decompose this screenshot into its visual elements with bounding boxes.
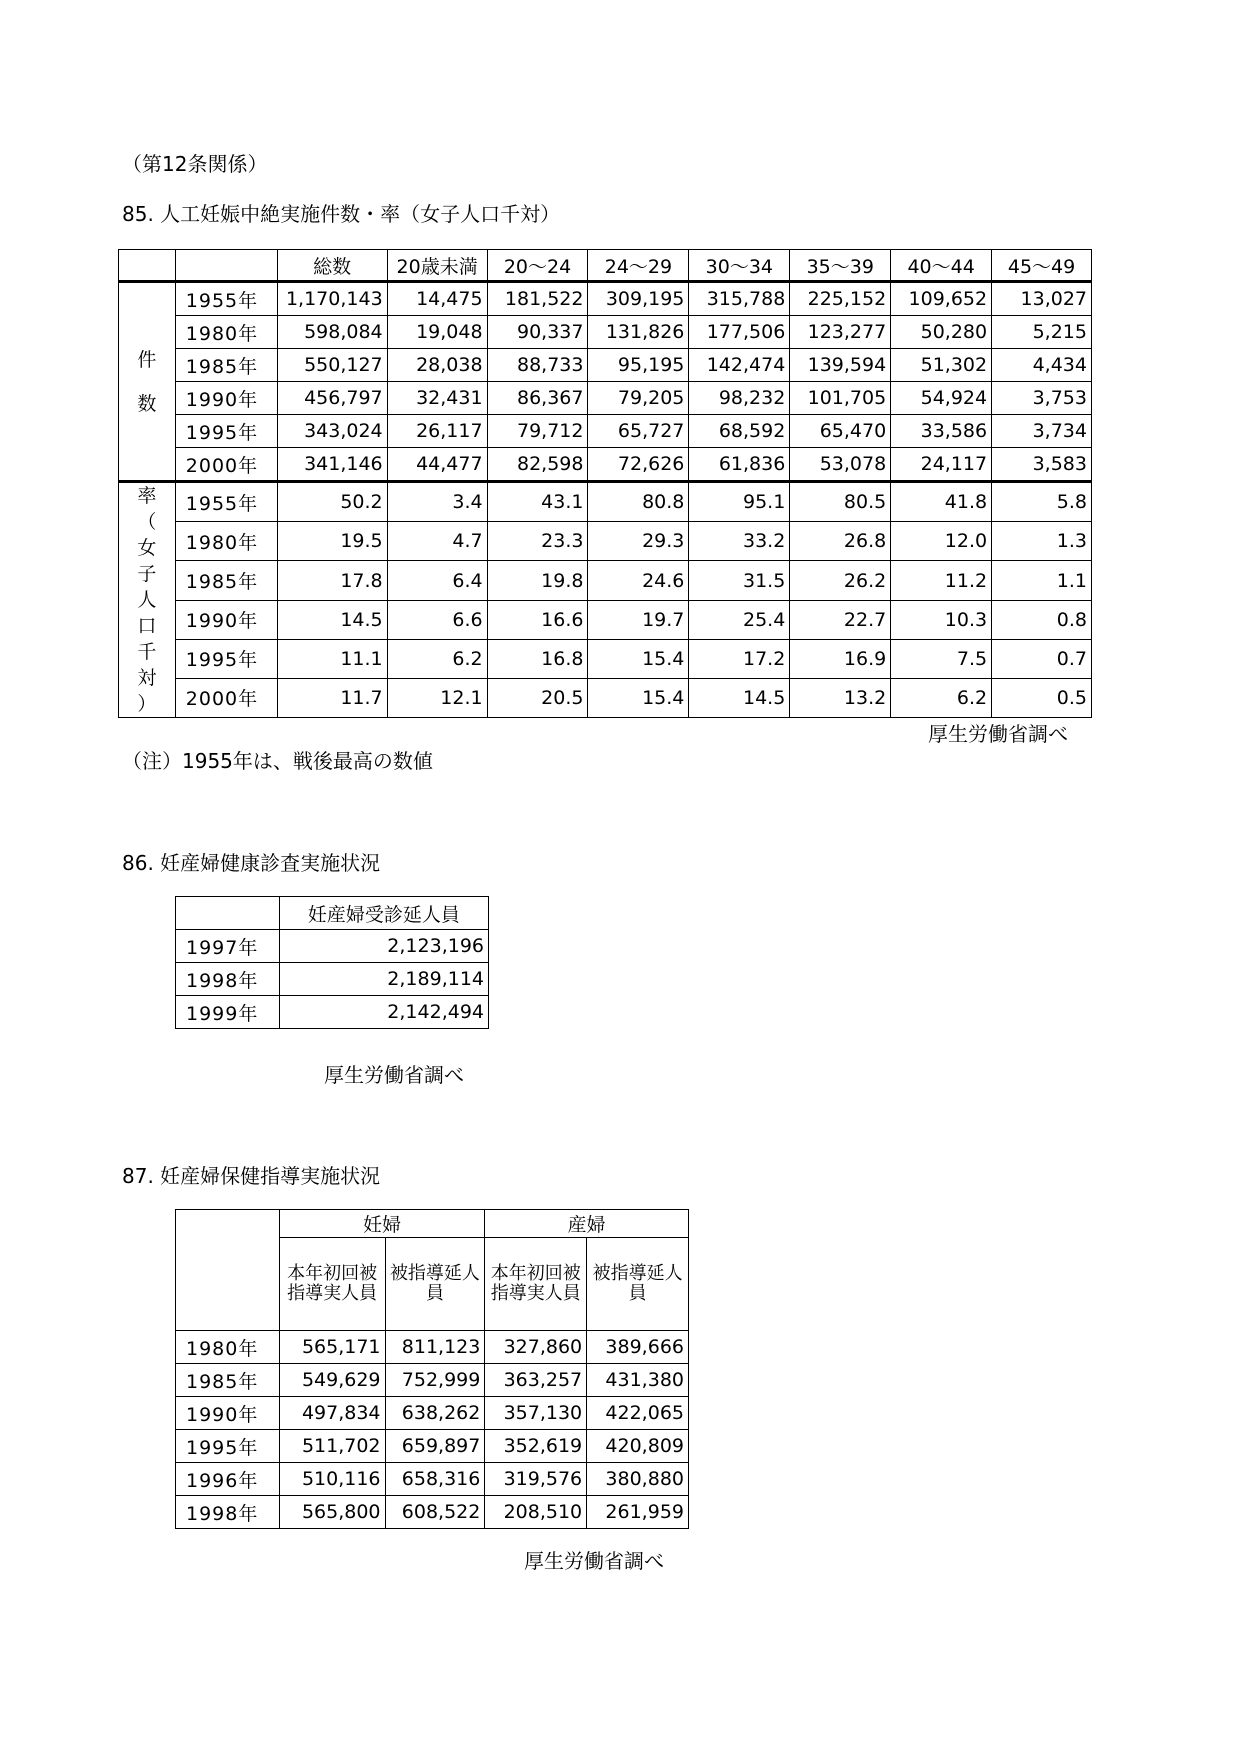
row-year: 1996年 (176, 1463, 280, 1496)
data-cell: 50,280 (891, 316, 992, 349)
data-cell: 497,834 (279, 1397, 385, 1430)
data-cell: 608,522 (385, 1496, 485, 1529)
data-cell: 327,860 (485, 1331, 587, 1364)
data-cell: 16.6 (487, 600, 588, 639)
data-cell: 315,788 (689, 282, 790, 316)
data-cell: 98,232 (689, 382, 790, 415)
data-cell: 6.2 (387, 639, 487, 678)
group-label-char: （ (137, 511, 157, 533)
data-cell: 12.0 (891, 522, 992, 561)
data-cell: 6.2 (891, 678, 992, 717)
table-row (176, 1364, 689, 1397)
rates-group-label (119, 482, 176, 718)
row-year: 1955年 (175, 282, 277, 316)
data-cell: 15.4 (588, 639, 689, 678)
column-header: 35～39 (790, 250, 891, 282)
group-label-char: 人 (137, 589, 157, 611)
row-year: 1985年 (175, 561, 277, 600)
group-label-char: 率 (137, 485, 157, 507)
data-cell: 0.8 (992, 600, 1092, 639)
sub-header: 本年初回被指導実人員 (485, 1238, 587, 1331)
data-cell: 26.8 (790, 522, 891, 561)
data-cell: 26,117 (387, 415, 487, 448)
data-cell: 19.5 (277, 522, 387, 561)
group-label-char: 件 (137, 348, 157, 371)
data-cell: 19.7 (588, 600, 689, 639)
data-cell: 14,475 (387, 282, 487, 316)
data-cell: 2,123,196 (279, 930, 488, 963)
data-cell: 28,038 (387, 349, 487, 382)
data-cell: 658,316 (385, 1463, 485, 1496)
group-label-char: 子 (137, 563, 157, 585)
row-year: 1980年 (176, 1331, 280, 1364)
table-row (176, 1463, 689, 1496)
data-cell: 3,583 (992, 448, 1092, 482)
table-87-title: 87. 妊産婦保健指導実施状況 (122, 1164, 381, 1188)
data-cell: 225,152 (790, 282, 891, 316)
data-cell: 261,959 (587, 1496, 689, 1529)
data-cell: 101,705 (790, 382, 891, 415)
data-cell: 24,117 (891, 448, 992, 482)
column-header: 30～34 (689, 250, 790, 282)
data-cell: 363,257 (485, 1364, 587, 1397)
data-cell: 32,431 (387, 382, 487, 415)
row-year: 1955年 (175, 482, 277, 522)
data-cell: 659,897 (385, 1430, 485, 1463)
data-cell: 65,727 (588, 415, 689, 448)
data-cell: 15.4 (588, 678, 689, 717)
data-cell: 123,277 (790, 316, 891, 349)
data-cell: 26.2 (790, 561, 891, 600)
data-cell: 61,836 (689, 448, 790, 482)
data-cell: 17.8 (277, 561, 387, 600)
data-cell: 0.7 (992, 639, 1092, 678)
table-row (176, 1496, 689, 1529)
data-cell: 510,116 (279, 1463, 385, 1496)
data-cell: 3,734 (992, 415, 1092, 448)
table-85 (118, 249, 1092, 718)
data-cell: 565,171 (279, 1331, 385, 1364)
row-year: 1998年 (176, 963, 280, 996)
data-cell: 550,127 (277, 349, 387, 382)
counts-group-label (119, 282, 176, 482)
row-year: 1995年 (176, 1430, 280, 1463)
data-cell: 7.5 (891, 639, 992, 678)
data-cell: 6.6 (387, 600, 487, 639)
sub-header: 本年初回被指導実人員 (279, 1238, 385, 1331)
row-year: 1998年 (176, 1496, 280, 1529)
data-cell: 95,195 (588, 349, 689, 382)
row-year: 2000年 (175, 448, 277, 482)
data-cell: 72,626 (588, 448, 689, 482)
data-cell: 13.2 (790, 678, 891, 717)
data-cell: 181,522 (487, 282, 588, 316)
corner-cell (175, 250, 277, 282)
data-cell: 31.5 (689, 561, 790, 600)
column-header: 24～29 (588, 250, 689, 282)
data-cell: 549,629 (279, 1364, 385, 1397)
column-header: 総数 (277, 250, 387, 282)
table-row (119, 349, 1092, 382)
table-row (176, 930, 489, 963)
row-year: 1985年 (175, 349, 277, 382)
table-row (119, 282, 1092, 316)
data-cell: 319,576 (485, 1463, 587, 1496)
data-cell: 139,594 (790, 349, 891, 382)
data-cell: 16.9 (790, 639, 891, 678)
group-header: 産婦 (485, 1210, 689, 1238)
data-cell: 389,666 (587, 1331, 689, 1364)
data-cell: 82,598 (487, 448, 588, 482)
data-cell: 3.4 (387, 482, 487, 522)
data-cell: 109,652 (891, 282, 992, 316)
data-cell: 4,434 (992, 349, 1092, 382)
section-note: （第12条関係） (122, 152, 268, 176)
data-cell: 12.1 (387, 678, 487, 717)
table-85-title: 85. 人工妊娠中絶実施件数・率（女子人口千対） (122, 202, 561, 226)
data-cell: 68,592 (689, 415, 790, 448)
data-cell: 422,065 (587, 1397, 689, 1430)
data-cell: 811,123 (385, 1331, 485, 1364)
row-year: 1995年 (175, 639, 277, 678)
corner-cell (176, 1210, 280, 1331)
table-86-title: 86. 妊産婦健康診査実施状況 (122, 851, 381, 875)
table-row (176, 996, 489, 1029)
data-cell: 341,146 (277, 448, 387, 482)
row-year: 1999年 (176, 996, 280, 1029)
data-cell: 90,337 (487, 316, 588, 349)
row-year: 1990年 (175, 600, 277, 639)
table-row (119, 382, 1092, 415)
data-cell: 17.2 (689, 639, 790, 678)
data-cell: 33,586 (891, 415, 992, 448)
column-header: 40～44 (891, 250, 992, 282)
row-year: 1995年 (175, 415, 277, 448)
column-header: 妊産婦受診延人員 (279, 897, 488, 930)
data-cell: 343,024 (277, 415, 387, 448)
row-year: 1990年 (175, 382, 277, 415)
group-header: 妊婦 (279, 1210, 485, 1238)
data-cell: 23.3 (487, 522, 588, 561)
data-cell: 95.1 (689, 482, 790, 522)
data-cell: 598,084 (277, 316, 387, 349)
data-cell: 456,797 (277, 382, 387, 415)
data-cell: 24.6 (588, 561, 689, 600)
group-label-char: 千 (137, 641, 157, 663)
data-cell: 131,826 (588, 316, 689, 349)
table-row (176, 1331, 689, 1364)
table-85-source: 厚生労働省調べ (928, 722, 1068, 746)
data-cell: 79,205 (588, 382, 689, 415)
group-label-char: 数 (137, 392, 157, 415)
data-cell: 4.7 (387, 522, 487, 561)
table-row (176, 963, 489, 996)
data-cell: 44,477 (387, 448, 487, 482)
data-cell: 16.8 (487, 639, 588, 678)
data-cell: 22.7 (790, 600, 891, 639)
data-cell: 20.5 (487, 678, 588, 717)
group-label-char: 女 (137, 537, 157, 559)
data-cell: 1.1 (992, 561, 1092, 600)
data-cell: 11.1 (277, 639, 387, 678)
data-cell: 29.3 (588, 522, 689, 561)
table-row (119, 522, 1092, 561)
data-cell: 88,733 (487, 349, 588, 382)
data-cell: 5.8 (992, 482, 1092, 522)
data-cell: 565,800 (279, 1496, 385, 1529)
data-cell: 19,048 (387, 316, 487, 349)
data-cell: 14.5 (689, 678, 790, 717)
column-header: 45～49 (992, 250, 1092, 282)
corner-cell (176, 897, 280, 930)
data-cell: 177,506 (689, 316, 790, 349)
data-cell: 53,078 (790, 448, 891, 482)
data-cell: 420,809 (587, 1430, 689, 1463)
data-cell: 25.4 (689, 600, 790, 639)
data-cell: 14.5 (277, 600, 387, 639)
column-header: 20～24 (487, 250, 588, 282)
data-cell: 41.8 (891, 482, 992, 522)
table-row (176, 1397, 689, 1430)
data-cell: 357,130 (485, 1397, 587, 1430)
row-year: 1980年 (175, 316, 277, 349)
data-cell: 0.5 (992, 678, 1092, 717)
data-cell: 431,380 (587, 1364, 689, 1397)
data-cell: 13,027 (992, 282, 1092, 316)
group-label-char: 口 (137, 615, 157, 637)
table-row (176, 1430, 689, 1463)
row-year: 2000年 (175, 678, 277, 717)
column-header: 20歳未満 (387, 250, 487, 282)
sub-header: 被指導延人員 (587, 1238, 689, 1331)
group-label-char: 対 (137, 667, 157, 689)
data-cell: 5,215 (992, 316, 1092, 349)
data-cell: 309,195 (588, 282, 689, 316)
data-cell: 80.8 (588, 482, 689, 522)
row-year: 1980年 (175, 522, 277, 561)
data-cell: 86,367 (487, 382, 588, 415)
table-row (119, 600, 1092, 639)
table-85-note: （注）1955年は、戦後最高の数値 (122, 749, 433, 773)
corner-cell (119, 250, 176, 282)
table-86-source: 厚生労働省調べ (324, 1063, 464, 1087)
data-cell: 43.1 (487, 482, 588, 522)
table-87 (175, 1209, 689, 1529)
table-row (119, 448, 1092, 482)
row-year: 1985年 (176, 1364, 280, 1397)
data-cell: 142,474 (689, 349, 790, 382)
table-row (119, 482, 1092, 522)
data-cell: 10.3 (891, 600, 992, 639)
group-label-char: ） (137, 693, 157, 715)
table-row (119, 415, 1092, 448)
data-cell: 65,470 (790, 415, 891, 448)
data-cell: 54,924 (891, 382, 992, 415)
data-cell: 79,712 (487, 415, 588, 448)
data-cell: 2,142,494 (279, 996, 488, 1029)
data-cell: 6.4 (387, 561, 487, 600)
table-row (119, 316, 1092, 349)
data-cell: 33.2 (689, 522, 790, 561)
data-cell: 1,170,143 (277, 282, 387, 316)
data-cell: 80.5 (790, 482, 891, 522)
data-cell: 19.8 (487, 561, 588, 600)
data-cell: 11.7 (277, 678, 387, 717)
row-year: 1990年 (176, 1397, 280, 1430)
table-row (119, 639, 1092, 678)
table-86 (175, 896, 489, 1029)
data-cell: 352,619 (485, 1430, 587, 1463)
row-year: 1997年 (176, 930, 280, 963)
data-cell: 1.3 (992, 522, 1092, 561)
data-cell: 3,753 (992, 382, 1092, 415)
data-cell: 50.2 (277, 482, 387, 522)
sub-header: 被指導延人員 (385, 1238, 485, 1331)
data-cell: 11.2 (891, 561, 992, 600)
table-row (119, 678, 1092, 717)
data-cell: 2,189,114 (279, 963, 488, 996)
data-cell: 208,510 (485, 1496, 587, 1529)
data-cell: 752,999 (385, 1364, 485, 1397)
data-cell: 638,262 (385, 1397, 485, 1430)
data-cell: 51,302 (891, 349, 992, 382)
table-row (119, 561, 1092, 600)
table-87-source: 厚生労働省調べ (524, 1549, 664, 1573)
data-cell: 511,702 (279, 1430, 385, 1463)
data-cell: 380,880 (587, 1463, 689, 1496)
